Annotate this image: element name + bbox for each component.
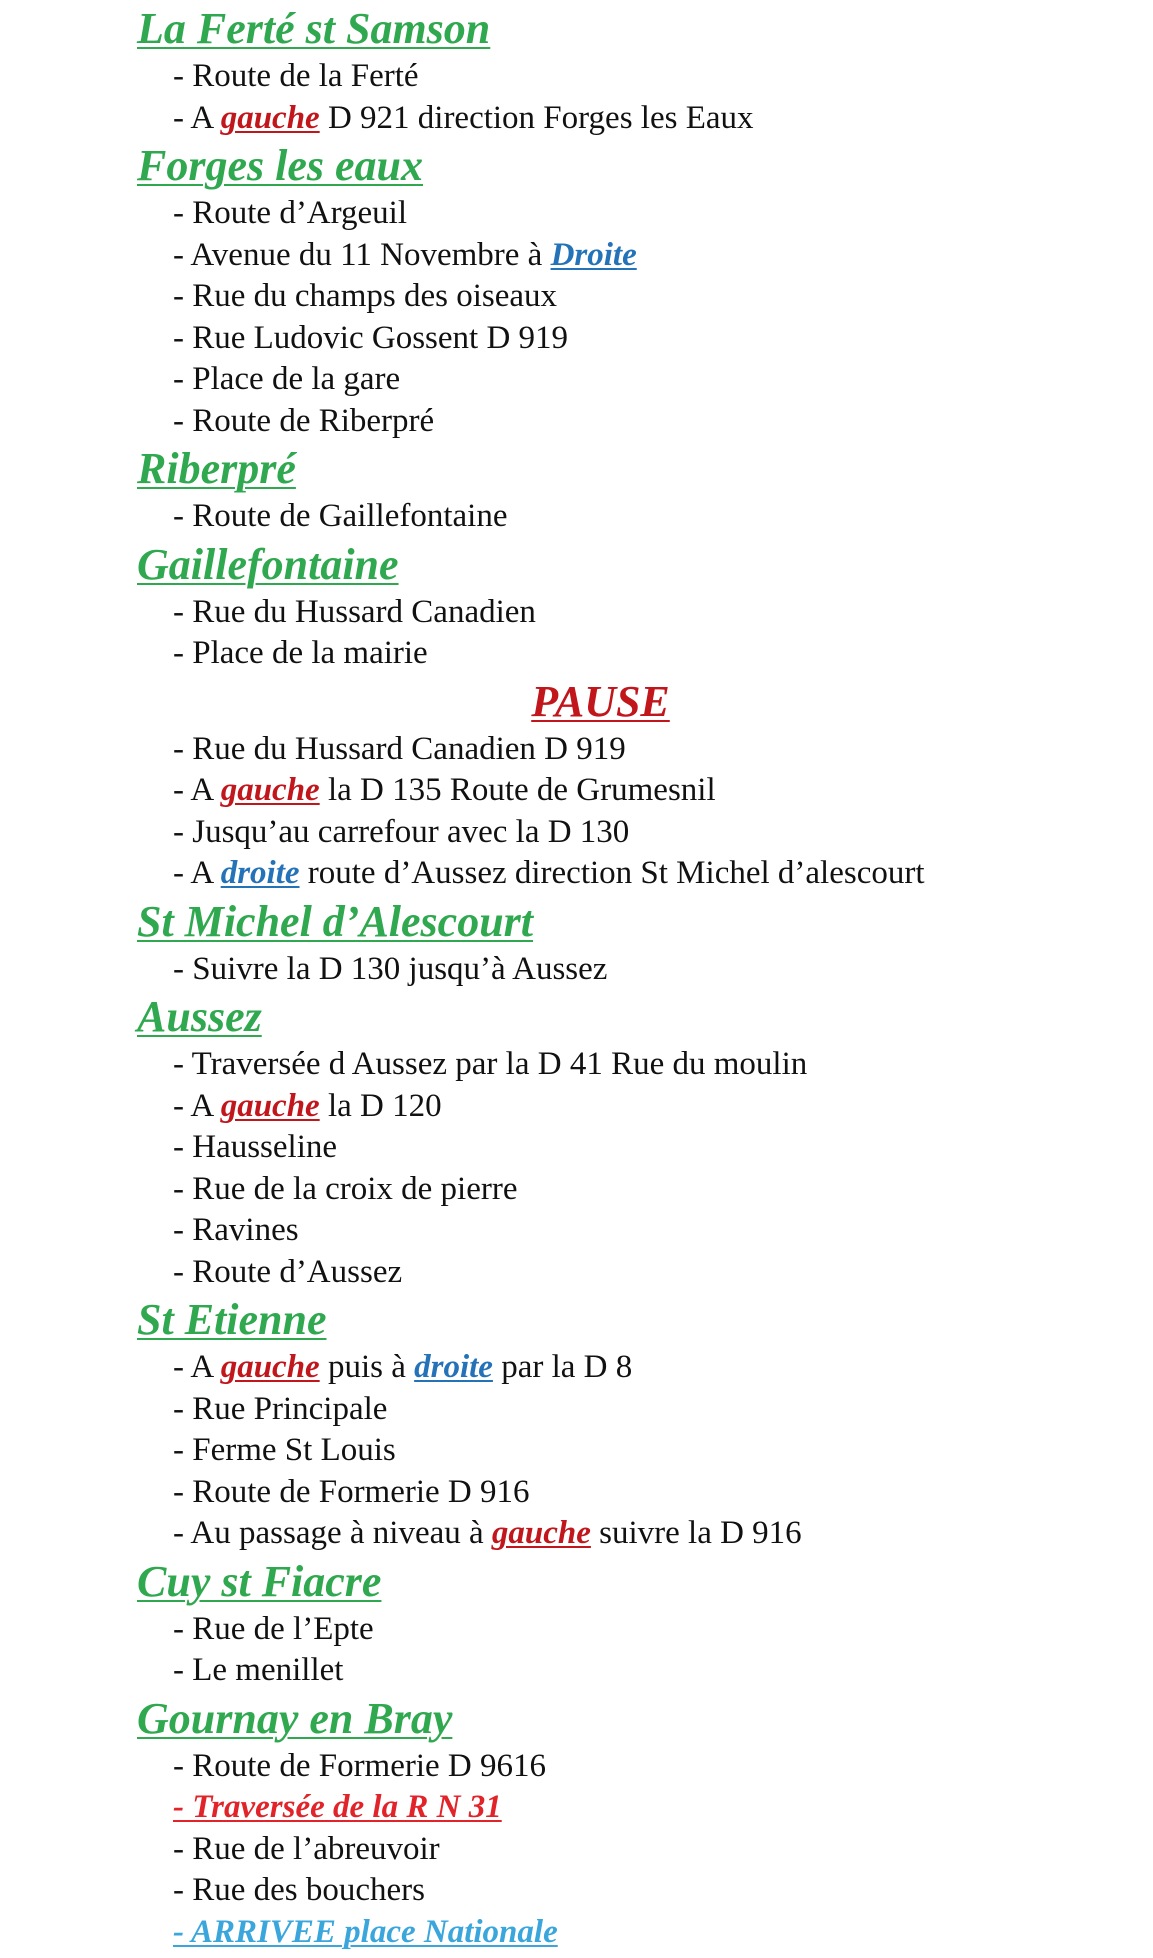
step-text: - Rue du champs des oiseaux bbox=[173, 278, 557, 314]
direction-gauche: gauche bbox=[491, 1515, 591, 1551]
direction-gauche: gauche bbox=[220, 772, 320, 808]
route-step bbox=[173, 853, 1153, 895]
step-text: - Place de la mairie bbox=[173, 635, 428, 671]
route-step bbox=[173, 318, 1153, 360]
step-text: - Ferme St Louis bbox=[173, 1432, 396, 1468]
step-text: - Rue Ludovic Gossent D 919 bbox=[173, 319, 569, 356]
route-step bbox=[173, 1472, 1153, 1514]
route-step bbox=[173, 98, 1153, 140]
step-text: - Rue de l’Epte bbox=[173, 1610, 374, 1647]
step-text: - Traversée d Aussez par la D 41 Rue du moulin bbox=[173, 1046, 808, 1082]
route-step bbox=[173, 1044, 1153, 1086]
direction-gauche: gauche bbox=[220, 1087, 320, 1124]
route-step bbox=[173, 1430, 1153, 1472]
route-step bbox=[173, 1870, 1153, 1912]
step-text: - Rue de l’abreuvoir bbox=[173, 1830, 440, 1867]
town-heading-gaillefontaine: Gaillefontaine bbox=[137, 539, 399, 589]
step-text: la D 135 Route de Grumesnil bbox=[319, 772, 716, 808]
route-step bbox=[173, 633, 1153, 675]
town-heading-la-ferte-st-samson: La Ferté st Samson bbox=[137, 4, 491, 53]
town-heading-st-michel-d-alescourt: St Michel d’Alescourt bbox=[137, 896, 534, 946]
route-step bbox=[173, 1086, 1153, 1128]
route-step bbox=[173, 235, 1153, 277]
step-text: - Route de la Ferté bbox=[173, 58, 419, 94]
step-text: D 921 direction Forges les Eaux bbox=[319, 99, 754, 136]
step-text: - ARRIVEE place Nationale bbox=[173, 1913, 558, 1950]
step-text: - Rue des bouchers bbox=[173, 1872, 426, 1908]
step-text: - Route de Riberpré bbox=[173, 402, 435, 439]
step-text: - Traversée de la R N 31 bbox=[173, 1789, 502, 1825]
direction-droite: Droite bbox=[550, 236, 637, 273]
route-step bbox=[173, 1746, 1153, 1788]
route-step bbox=[173, 729, 1153, 771]
route-step bbox=[173, 592, 1153, 634]
route-step bbox=[173, 56, 1153, 98]
route-step bbox=[173, 276, 1153, 318]
step-text: - A bbox=[173, 772, 221, 808]
step-text: - Ravines bbox=[173, 1212, 299, 1248]
route-step bbox=[173, 1389, 1153, 1431]
step-text: - Rue du Hussard Canadien bbox=[173, 593, 536, 630]
step-text: - Route d’Argeuil bbox=[173, 195, 408, 231]
step-text: la D 120 bbox=[319, 1087, 442, 1124]
direction-gauche: gauche bbox=[220, 99, 320, 136]
route-step bbox=[173, 949, 1153, 991]
step-text: - A bbox=[173, 1087, 221, 1124]
direction-gauche: gauche bbox=[220, 1349, 320, 1385]
rn31-step bbox=[173, 1787, 1153, 1829]
route-step bbox=[173, 359, 1153, 401]
route-step bbox=[173, 770, 1153, 812]
route-step bbox=[173, 1347, 1153, 1389]
route-step bbox=[173, 812, 1153, 854]
route-step bbox=[173, 1829, 1153, 1871]
step-text: - Le menillet bbox=[173, 1652, 344, 1688]
step-text: - Route de Formerie D 916 bbox=[173, 1473, 530, 1510]
step-text: - Route d’Aussez bbox=[173, 1253, 403, 1290]
step-text: par la D 8 bbox=[492, 1349, 633, 1385]
step-text: - Rue de la croix de pierre bbox=[173, 1170, 518, 1207]
step-text: - Suivre la D 130 jusqu’à Aussez bbox=[173, 950, 608, 987]
route-step bbox=[173, 1127, 1153, 1169]
pause-label: PAUSE bbox=[531, 676, 670, 726]
route-step bbox=[173, 193, 1153, 235]
step-text: puis à bbox=[319, 1349, 415, 1385]
route-step bbox=[173, 1650, 1153, 1692]
route-step bbox=[173, 496, 1153, 538]
step-text: - Au passage à niveau à bbox=[173, 1515, 492, 1551]
route-step bbox=[173, 1513, 1153, 1555]
step-text: - Rue du Hussard Canadien D 919 bbox=[173, 730, 626, 767]
town-heading-riberpre: Riberpré bbox=[137, 444, 296, 493]
town-heading-st-etienne: St Etienne bbox=[137, 1295, 327, 1344]
step-text: - A bbox=[173, 99, 221, 136]
step-text: - Place de la gare bbox=[173, 361, 401, 397]
town-heading-aussez: Aussez bbox=[137, 992, 262, 1041]
step-text: - A bbox=[173, 855, 221, 891]
arrivee-step bbox=[173, 1912, 1153, 1954]
step-text: suivre la D 916 bbox=[590, 1515, 802, 1551]
step-text: - Route de Gaillefontaine bbox=[173, 498, 508, 534]
town-heading-forges-les-eaux: Forges les eaux bbox=[137, 141, 423, 190]
direction-droite: droite bbox=[414, 1349, 493, 1385]
route-step bbox=[173, 401, 1153, 443]
step-text: route d’Aussez direction St Michel d’alescourt bbox=[299, 855, 925, 891]
town-heading-gournay-en-bray: Gournay en Bray bbox=[137, 1693, 453, 1743]
step-text: - Hausseline bbox=[173, 1129, 338, 1165]
route-step bbox=[173, 1169, 1153, 1211]
step-text: - Jusqu’au carrefour avec la D 130 bbox=[173, 813, 630, 850]
route-step bbox=[173, 1252, 1153, 1294]
direction-droite: droite bbox=[220, 855, 300, 891]
step-text: - Avenue du 11 Novembre à bbox=[173, 236, 551, 273]
step-text: - Route de Formerie D 9616 bbox=[173, 1747, 547, 1784]
step-text: - Rue Principale bbox=[173, 1390, 388, 1427]
route-step bbox=[173, 1609, 1153, 1651]
step-text: - A bbox=[173, 1349, 221, 1385]
town-heading-cuy-st-fiacre: Cuy st Fiacre bbox=[137, 1556, 382, 1606]
route-step bbox=[173, 1210, 1153, 1252]
